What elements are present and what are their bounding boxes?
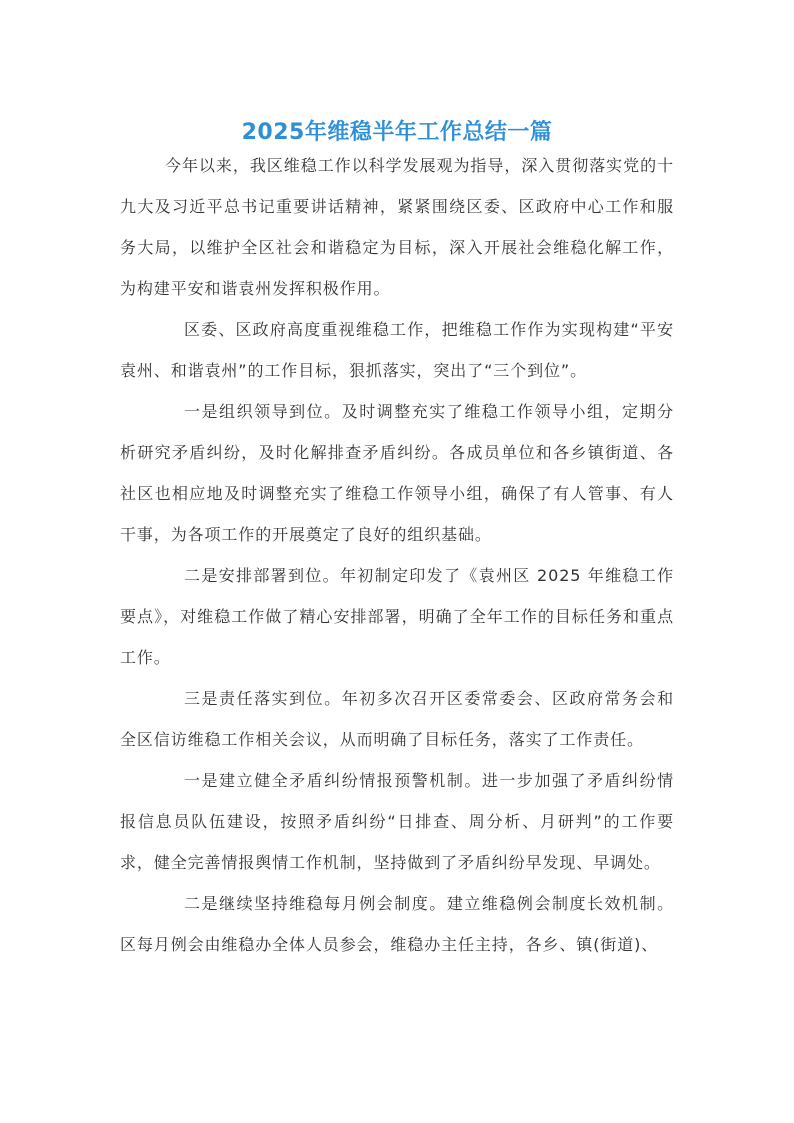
paragraph-monthly-meeting: 二是继续坚持维稳每月例会制度。建立维稳例会制度长效机制。区每月例会由维稳办全体人员参会，维稳办主任主持，各乡、镇(街道)、 bbox=[120, 894, 674, 954]
paragraph-overview: 区委、区政府高度重视维稳工作，把维稳工作作为实现构建“平安袁州、和谐袁州”的工作目标，狠抓落实，突出了“三个到位”。 bbox=[120, 320, 674, 380]
paragraph-intro: 今年以来，我区维稳工作以科学发展观为指导，深入贯彻落实党的十九大及习近平总书记重要讲话精神，紧紧围绕区委、区政府中心工作和服务大局，以维护全区社会和谐稳定为目标，深入开展社会维稳化解工作，为构建平安和谐袁州发挥积极作用。 bbox=[120, 156, 674, 298]
paragraph-organization: 一是组织领导到位。及时调整充实了维稳工作领导小组，定期分析研究矛盾纠纷，及时化解排查矛盾纠纷。各成员单位和各乡镇街道、各社区也相应地及时调整充实了维稳工作领导小组，确保了有人管事、有人干事，为各项工作的开展奠定了良好的组织基础。 bbox=[120, 402, 674, 544]
document-body bbox=[120, 145, 674, 965]
paragraph-early-warning: 一是建立健全矛盾纠纷情报预警机制。进一步加强了矛盾纠纷情报信息员队伍建设，按照矛盾纠纷“日排查、周分析、月研判”的工作要求，健全完善情报舆情工作机制，坚持做到了矛盾纠纷早发现、早调处。 bbox=[120, 771, 674, 872]
paragraph-responsibility: 三是责任落实到位。年初多次召开区委常委会、区政府常务会和全区信访维稳工作相关会议，从而明确了目标任务，落实了工作责任。 bbox=[120, 689, 674, 749]
document-title: 2025年维稳半年工作总结一篇 bbox=[241, 119, 553, 145]
paragraph-deployment: 二是安排部署到位。年初制定印发了《袁州区 2025 年维稳工作要点》，对维稳工作做了精心安排部署，明确了全年工作的目标任务和重点工作。 bbox=[120, 566, 674, 667]
